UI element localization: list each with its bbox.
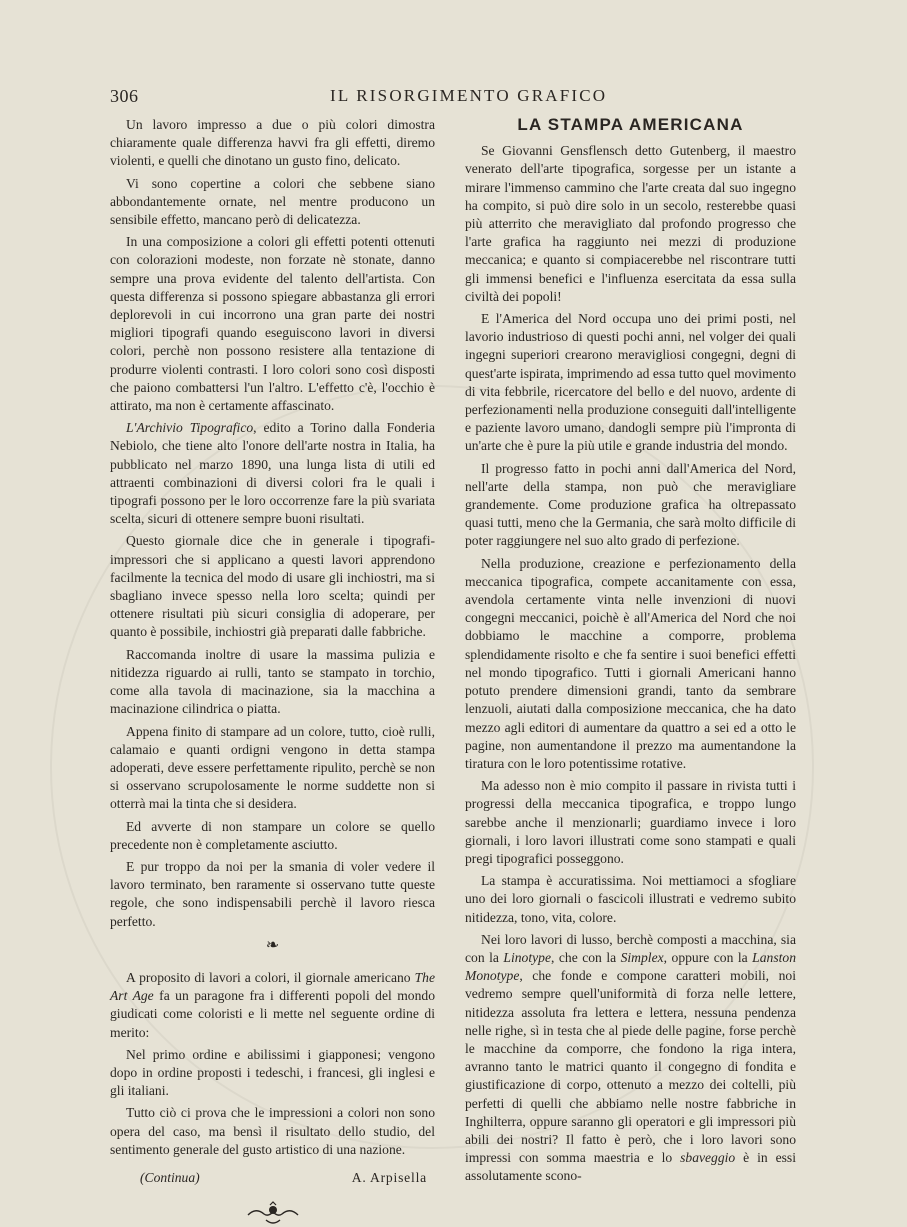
author-name: A. Arpisella (351, 1169, 427, 1185)
paragraph (110, 419, 435, 528)
italic-term: Lanston Monotype (465, 949, 796, 984)
paragraph: Appena finito di stampare ad un colore, tutto, cioè rulli, calamaio e quanti ordigni vengono in detta stampa adoperati, deve essere perfettamente ripulito, perchè se non si osservano scrupolosamente le norme suddette non si otterrà mai la tinta che si desidera. (110, 723, 435, 812)
paragraph-text: , che fonde e compone caratteri mobili, noi vedremo sempre quell'uniformità di forza nelle lettere, nitidezza assoluta fra lettera e lettera, nessuna pendenza nelle righe, sì in testa che al piede delle pagine, forse perchè le macchine da comporre, che fondono la riga intera, avranno tanto le matrici quanto il congegno di fondita e giustificazione di corpo, ottenuto a mezzo dei coltelli, più perfetti di quelli che abbiamo nelle nostre fabbriche in Inghilterra, oppure saranno gli operatori e gli impressori più abili dei nostri? Il fatto è però, che i loro lavori sono impressi con somma maestria e lo (465, 968, 796, 1166)
paragraph: Raccomanda inoltre di usare la massima pulizia e nitidezza riguardo ai rulli, tanto se stampato in torchio, come alla tavola di macinazione, sia la macchina a macinazione cilindrica o piatta. (110, 646, 435, 717)
paragraph: Ed avverte di non stampare un colore se quello precedente non è completamente asciutto. (110, 818, 435, 852)
paragraph: Nella produzione, creazione e perfezionamento della meccanica tipografica, compete accanitamente con essa, avendola certamente vinta nelle invenzioni di nuovi congegni meccanici, poichè è all'America del Nord che noi dobbiamo le macchine a comporre, problema splendidamente risolto e che fa sentire i suoi benefici effetti nel mondo tipografico. Tutti i giornali Americani hanno potuto prendere dimensioni grandi, tanto da sembrare lenzuoli, aiutati dalla composizione meccanica, che ha dato mezzo agli editori di aumentare da quattro a sei ed a otto le pagine, non aumentandone il prezzo ma aumentandone la tiratura con le loro potentissime rotative. (465, 555, 796, 771)
right-column (465, 116, 796, 1190)
paragraph: In una composizione a colori gli effetti potenti ottenuti con colorazioni modeste, non forzate nè stonate, danno sempre una prova evidente del talento dell'artista. Con questa differenza si possono spiegare abbastanza gli errori deplorevoli in cui incorrono una gran parte dei nostri migliori tipografi quando eseguiscono lavori in diversi colori, perchè non possono resistere alla tentazione di produrre violenti contrasti. I loro colori sono così disposti che paiono combattersi l'un l'altro. L'effetto c'è, l'occhio è attirato, ma non è certamente affascinato. (110, 234, 435, 414)
italic-term: Linotype (503, 949, 551, 965)
paragraph: Nel primo ordine e abilissimi i giapponesi; vengono dopo in ordine proposti i tedeschi, i francesi, gli inglesi e gli italiani. (110, 1046, 435, 1099)
paragraph-text: Nei loro lavori di lusso, berchè composti a macchina, sia con la (465, 931, 796, 965)
left-column (110, 116, 435, 1227)
paragraph: Vi sono copertine a colori che sebbene siano abbondantemente ornate, nel mentre producono un sensibile effetto, mancano però di delicatezza. (110, 175, 435, 228)
tailpiece-ornament-icon (246, 1201, 300, 1227)
paragraph (465, 931, 796, 1186)
paragraph-text: , oppure con la (663, 949, 753, 965)
paragraph-text: A proposito di lavori a colori, il giornale americano (126, 969, 415, 985)
paragraph: Tutto ciò ci prova che le impressioni a colori non sono opera del caso, ma bensì il risultato dello studio, del sentimento generale del gusto artistico di una nazione. (110, 1105, 435, 1157)
paragraph: E l'America del Nord occupa uno dei primi posti, nel lavorio industrioso di questi pochi anni, nel volger dei quali ingegni superiori crearono meravigliosi congegni, degni di quest'arte ispirata, imprimendo ad essa tutto quel movimento di vita febbrile, ricercatore del bello e del nuovo, ardente di perfezionamenti nella produzione conseguiti dall'intelligente e paziente lavoro umano, dandogli sempre più l'impronta di un'arte che è pure la più utile e grande industria del mondo. (465, 311, 796, 454)
paragraph-text: è in essi assolutamente scono- (465, 1150, 796, 1184)
paragraph-text: fa un paragone fra i differenti popoli del mondo giudicati come coloristi e li mette nel seguente ordine di merito: (110, 988, 435, 1040)
paragraph-text: , che con la (550, 949, 621, 965)
italic-term: Simplex (620, 949, 664, 965)
running-title: IL RISORGIMENTO GRAFICO (330, 86, 608, 105)
paragraph: Un lavoro impresso a due o più colori dimostra chiaramente quale differenza havvi fra gli effetti, diremo violenti, e quelli che dinotano un gusto fino, delicato. (110, 117, 435, 169)
paragraph: Il progresso fatto in pochi anni dall'America del Nord, nell'arte della stampa, non può che meravigliare grandemente. Come produzione grafica ha oltrepassato quasi tutti, meno che la Germania, che sarà molto difficile di poter raggiungere nel suo alto grado di perfezione. (465, 460, 796, 549)
italic-term: sbaveggio (680, 1150, 736, 1166)
paragraph: Questo giornale dice che in generale i tipografi-impressori che si applicano a questi lavori apprendono facilmente la tecnica del modo di usare gli inchiostri, ma si sbagliano invece spesso nella loro scelta; quindi per ottenere risultati più sicuri consiglia di adoperare, per quanto è possibile, inchiostri già preparati dalle fabbriche. (110, 533, 435, 640)
paragraph: Ma adesso non è mio compito il passare in rivista tutti i progressi della meccanica tipografica, e troppo lungo sarebbe anche il menzionarli; guardiamo invece i loro giornali, i loro lavori illustrati come sono stampati e quali pregi tipografici posseggono. (465, 778, 796, 866)
paragraph: Se Giovanni Gensflensch detto Gutenberg, il maestro venerato dell'arte tipografica, sorgesse per un istante a mirare l'immenso cammino che l'arte creata dal suo ingegno ha compito, si può dire solo in un secolo, resterebbe quasi più atterrito che meravigliato dal profondo progresso che l'arte grafica ha raggiunto nei mezzi di produzione meccanica; e quanto si compiacerebbe nel riscontrare tutti gli immensi benefici e l'influenza esercitata da essa sulla civiltà dei popoli! (465, 143, 796, 304)
italic-title: L'Archivio Tipografico (126, 420, 254, 436)
paragraph: La stampa è accuratissima. Noi mettiamoci a sfogliare uno dei loro giornali o fascicoli illustrati e vedremo subito nitidezza, tono, vita, colore. (465, 873, 796, 925)
signature-line (110, 1169, 435, 1187)
page-number: 306 (110, 86, 139, 106)
article-title: LA STAMPA AMERICANA (517, 115, 744, 134)
paragraph-text: , edito a Torino dalla Fonderia Nebiolo, che tiene alto l'onore dell'arte nostra in Italia, ha pubblicato nel marzo 1890, una lunga lista di utili ed attraenti combinazioni di diversi colori fra le quali i tipografi possono per le loro occorrenze fare la più svariata scelta, sicuri di ottenere sempre buoni risultati. (110, 420, 435, 527)
continua-note: (Continua) (140, 1169, 200, 1185)
paragraph (110, 969, 435, 1042)
italic-title: The Art Age (110, 969, 435, 1004)
fleuron-ornament: ❧ (265, 936, 280, 954)
paragraph: E pur troppo da noi per la smania di voler vedere il lavoro terminato, ben raramente si osservano tutte queste regole, che sono indispensabili perchè il lavoro riesca perfetto. (110, 858, 435, 929)
